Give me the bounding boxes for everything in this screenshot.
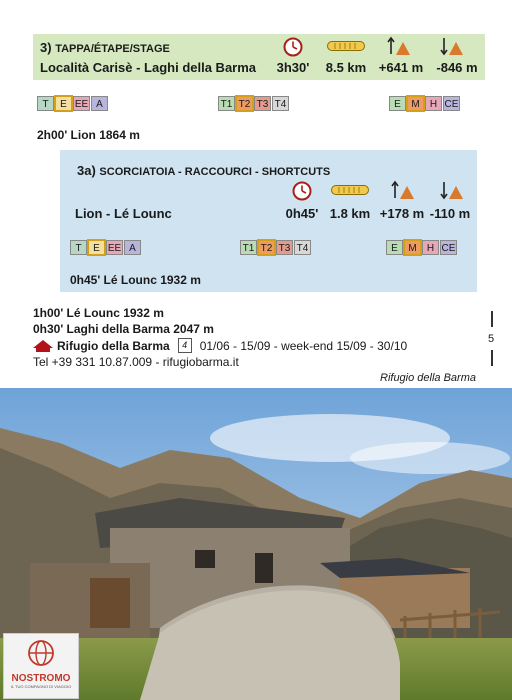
page-marker-line [491,311,493,327]
nostromo-logo [3,633,79,699]
shortcut-time: 0h45' [285,206,319,221]
refuge-photo [0,388,512,700]
effort-chip: H [425,96,442,111]
stage-route: Località Carisè - Laghi della Barma [40,60,257,75]
shortcut-ascent: +178 m [379,206,425,221]
difficulty-chip: EE [106,240,123,255]
terrain-scale [240,240,311,255]
waypoint-lion: 2h00' Lion 1864 m [37,128,140,142]
refuge-contact: Tel +39 331 10.87.009 - rifugiobarma.it [33,355,239,369]
difficulty-scale [37,96,108,111]
effort-chip: E [389,96,406,111]
effort-chip: E [386,240,403,255]
refuge-line [33,338,407,353]
effort-scale [389,96,460,111]
terrain-chip: T2 [258,240,275,255]
stage-time: 3h30' [276,60,310,75]
distance-ruler-icon [327,41,365,51]
waypoint-lounc: 1h00' Lé Lounc 1932 m [33,306,164,320]
terrain-scale [218,96,289,111]
waypoint-barma: 0h30' Laghi della Barma 2047 m [33,322,214,336]
clock-icon [283,37,303,57]
difficulty-chip: EE [73,96,90,111]
difficulty-chip: A [124,240,141,255]
difficulty-chip: A [91,96,108,111]
distance-ruler-icon [331,185,369,195]
ascent-icon [391,180,415,200]
effort-chip: CE [440,240,457,255]
logo-name: NOSTROMO [11,673,71,684]
descent-icon [440,36,464,56]
terrain-chip: T1 [218,96,235,111]
logo-tagline: IL TUO COMPAGNO DI VIAGGIO [10,684,72,689]
clock-icon [292,181,312,201]
effort-chip: CE [443,96,460,111]
terrain-chip: T3 [276,240,293,255]
difficulty-chip: E [55,96,72,111]
page-marker-line [491,350,493,366]
stage-distance: 8.5 km [325,60,367,75]
stage-title: 3) TAPPA/ÉTAPE/STAGE [40,40,170,55]
shortcut-waypoint: 0h45' Lé Lounc 1932 m [70,273,201,287]
difficulty-chip: E [88,240,105,255]
terrain-chip: T1 [240,240,257,255]
shortcut-route: Lion - Lé Lounc [75,206,172,221]
refuge-dates: 01/06 - 15/09 - week-end 15/09 - 30/10 [199,338,408,353]
effort-scale [386,240,457,255]
refuge-hut-icon [33,339,53,353]
stage-ascent: +641 m [378,60,424,75]
descent-icon [440,180,464,200]
effort-chip: M [404,240,421,255]
difficulty-chip: T [37,96,54,111]
stage-descent: -846 m [436,60,478,75]
effort-chip: H [422,240,439,255]
terrain-chip: T4 [294,240,311,255]
terrain-chip: T4 [272,96,289,111]
shortcut-descent: -110 m [429,206,471,221]
effort-chip: M [407,96,424,111]
page-number: 5 [488,333,495,345]
ascent-icon [387,36,411,56]
shortcut-distance: 1.8 km [329,206,371,221]
terrain-chip: T3 [254,96,271,111]
difficulty-chip: T [70,240,87,255]
photo-caption: Rifugio della Barma [380,372,476,384]
calendar-number: 4 [182,340,188,350]
refuge-name: Rifugio della Barma [57,338,170,353]
globe-icon [23,638,59,668]
terrain-chip: T2 [236,96,253,111]
shortcut-title: 3a) SCORCIATOIA - RACCOURCI - SHORTCUTS [77,163,331,178]
difficulty-scale [70,240,141,255]
calendar-icon [178,338,192,353]
